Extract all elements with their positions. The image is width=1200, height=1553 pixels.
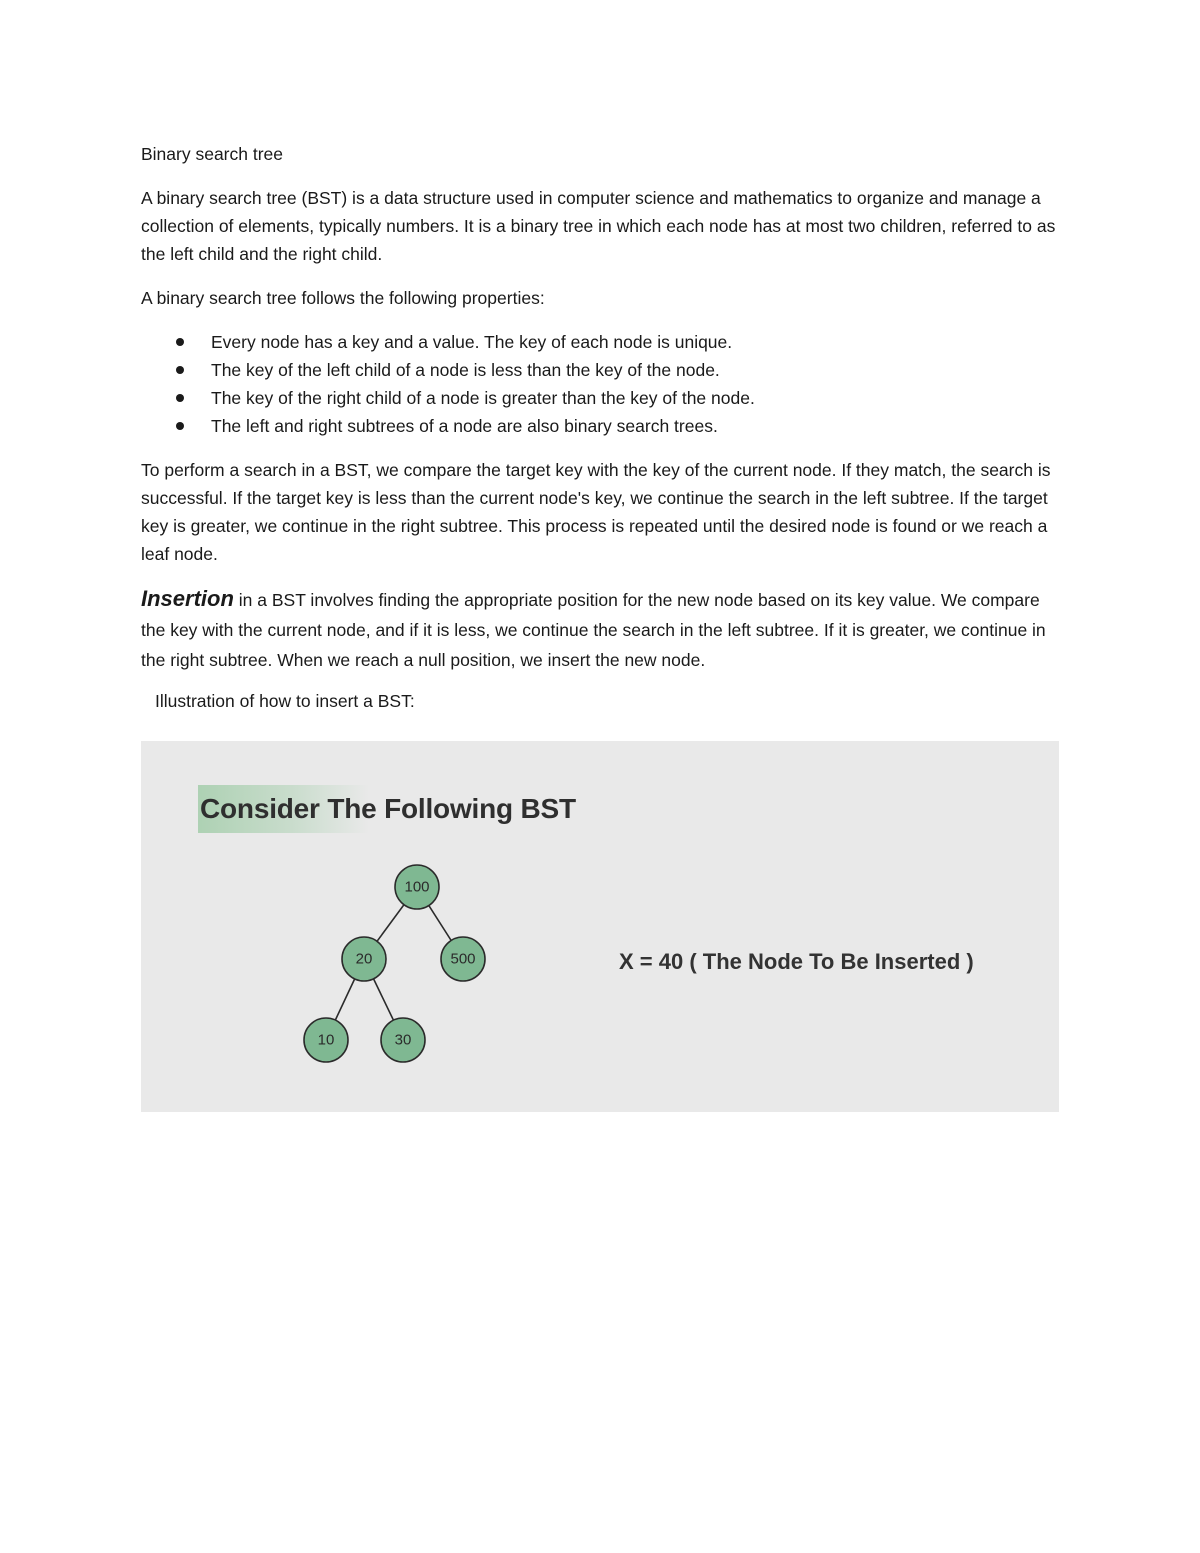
- properties-intro: A binary search tree follows the following properties:: [141, 288, 545, 308]
- node-root-label: 100: [404, 878, 430, 896]
- bullet-icon: [176, 394, 184, 402]
- list-item: [141, 412, 1059, 440]
- insertion-text: in a BST involves finding the appropriate position for the new node based on its key value. We compare the key with the current node, and if it is less, we continue the search in the left subtree. If it is greater, we continue in the right subtree. When we reach a null position, we insert the new node.: [141, 590, 1046, 670]
- properties-list: [141, 328, 1059, 440]
- insert-node-note: X = 40 ( The Node To Be Inserted ): [619, 949, 974, 974]
- search-paragraph: To perform a search in a BST, we compare the target key with the key of the current node. If they match, the search is successful. If the target key is less than the current node's key, we continue the search in the left subtree. If the target key is greater, we continue in the right subtree. This process is repeated until the desired node is found or we reach a leaf node.: [141, 460, 1051, 564]
- node-left-right-label: 30: [394, 1031, 412, 1049]
- intro-paragraph: A binary search tree (BST) is a data structure used in computer science and mathematics to organize and manage a collection of elements, typically numbers. It is a binary tree in which each node has at most two children, referred to as the left child and the right child.: [141, 188, 1056, 264]
- bullet-icon: [176, 422, 184, 430]
- property-text: The key of the right child of a node is greater than the key of the node.: [211, 388, 755, 408]
- node-right-label: 500: [450, 950, 476, 968]
- illustration-caption: Illustration of how to insert a BST:: [155, 691, 415, 711]
- figure-heading: Consider The Following BST: [198, 785, 578, 833]
- list-item: [141, 384, 1059, 412]
- bullet-icon: [176, 366, 184, 374]
- node-left-label: 20: [355, 950, 373, 968]
- property-text: Every node has a key and a value. The key of each node is unique.: [211, 332, 733, 352]
- bst-diagram: [141, 741, 1059, 1112]
- document-body: [141, 140, 1059, 727]
- insertion-emphasis: Insertion: [141, 586, 234, 611]
- property-text: The left and right subtrees of a node are also binary search trees.: [211, 416, 718, 436]
- document-title: Binary search tree: [141, 144, 284, 164]
- insertion-paragraph: [141, 584, 1059, 675]
- node-left-left-label: 10: [317, 1031, 335, 1049]
- bullet-icon: [176, 338, 184, 346]
- bst-illustration: [141, 741, 1059, 1112]
- property-text: The key of the left child of a node is less than the key of the node.: [211, 360, 720, 380]
- list-item: [141, 328, 1059, 356]
- list-item: [141, 356, 1059, 384]
